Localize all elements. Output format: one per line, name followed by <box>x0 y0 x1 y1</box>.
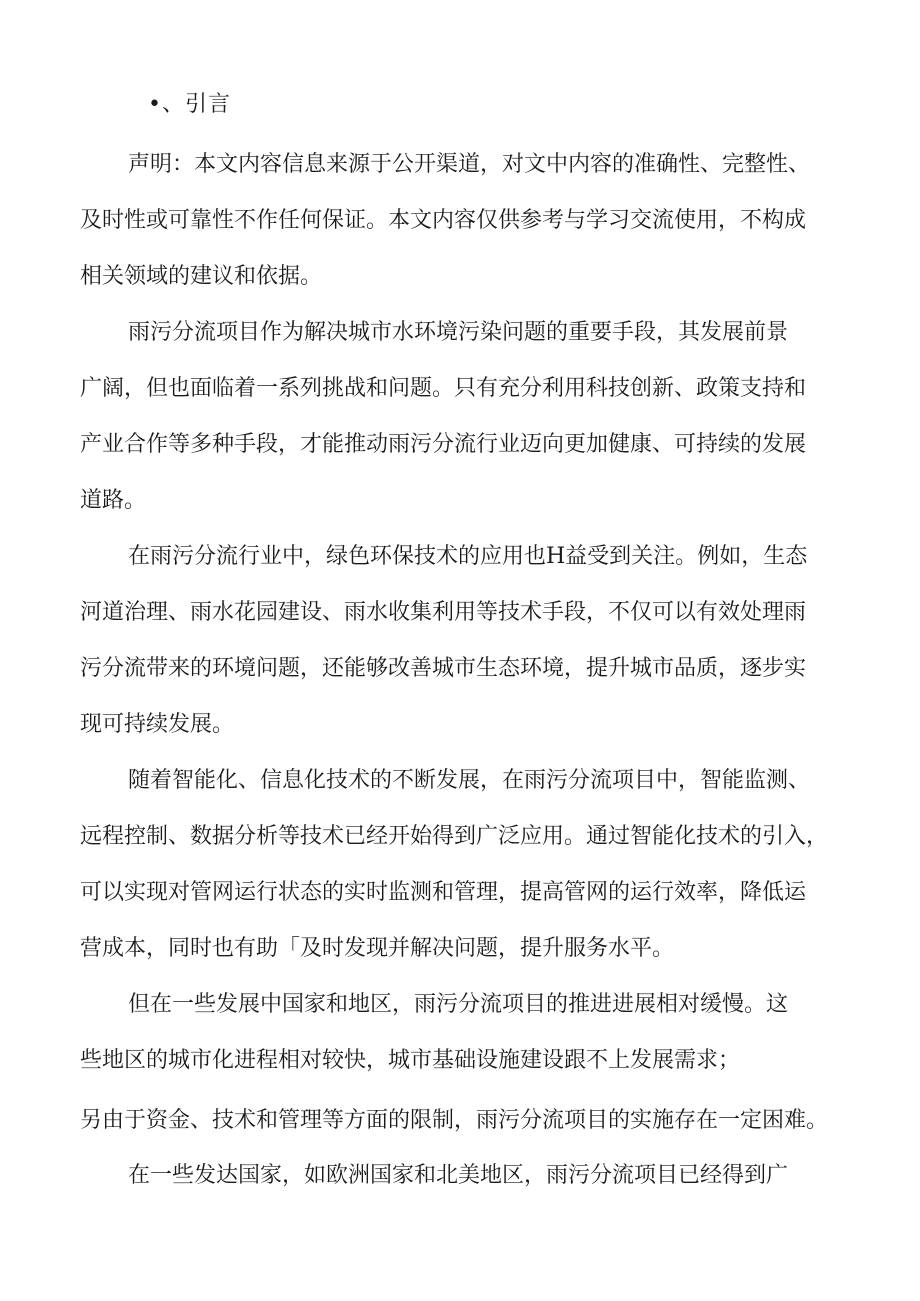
paragraph-line: 另由于资金、技术和管理等方面的限制，雨污分流项目的实施存在一定困难。 <box>80 1108 829 1133</box>
section-heading: •、引言 <box>148 92 231 117</box>
paragraph-disclaimer <box>80 137 840 305</box>
paragraph-outlook <box>80 305 840 529</box>
paragraph-line: 声明：本文内容信息来源于公开渠道，对文中内容的准确性、完整性、 <box>128 152 811 177</box>
paragraph-line: 些地区的城市化进程相对较快，城市基础设施建设跟不上发展需求； <box>80 1048 741 1073</box>
paragraph-line: 现可持续发展。 <box>80 712 235 737</box>
paragraph-line: 广阔，但也面临着一系列挑战和问题。只有充分利用科技创新、政策支持和 <box>80 376 807 401</box>
paragraph-line: 道路。 <box>80 488 147 513</box>
paragraph-line: 但在一些发展中国家和地区，雨污分流项目的推进进展相对缓慢。这 <box>128 992 789 1017</box>
paragraph-line: 相关领域的建议和依据。 <box>80 264 323 289</box>
paragraph-line: 河道治理、雨水花园建设、雨水收集利用等技术手段，不仅可以有效处理雨 <box>80 600 807 625</box>
paragraph-line: 产业合作等多种手段，才能推动雨污分流行业迈向更加健康、可持续的发展 <box>80 432 807 457</box>
paragraph-developing-countries <box>80 977 840 1149</box>
paragraph-line: 污分流带来的环境问题，还能够改善城市生态环境，提升城市品质，逐步实 <box>80 656 807 681</box>
paragraph-line: 在雨污分流行业中，绿色环保技术的应用也H益受到关注。例如，生态 <box>128 544 808 569</box>
paragraph-developed-countries <box>80 1148 840 1204</box>
paragraph-smart-tech <box>80 753 840 977</box>
paragraph-line: 远程控制、数据分析等技术已经开始得到广泛应用。通过智能化技术的引入， <box>80 824 829 849</box>
paragraph-line: 在一些发达国家，如欧洲国家和北美地区，雨污分流项目已经得到广 <box>128 1163 789 1188</box>
paragraph-line: 及时性或可靠性不作任何保证。本文内容仅供参考与学习交流使用，不构成 <box>80 208 807 233</box>
paragraph-line: 可以实现对管网运行状态的实时监测和管理，提高管网的运行效率，降低运 <box>80 880 807 905</box>
paragraph-green-tech <box>80 529 840 753</box>
paragraph-line: 随着智能化、信息化技术的不断发展，在雨污分流项目中，智能监测、 <box>128 768 811 793</box>
paragraph-line: 雨污分流项目作为解决城市水环境污染问题的重要手段，其发展前景 <box>128 320 789 345</box>
paragraph-line: 营成本，同时也有助「及时发现并解决问题，提升服务水平。 <box>80 936 675 961</box>
